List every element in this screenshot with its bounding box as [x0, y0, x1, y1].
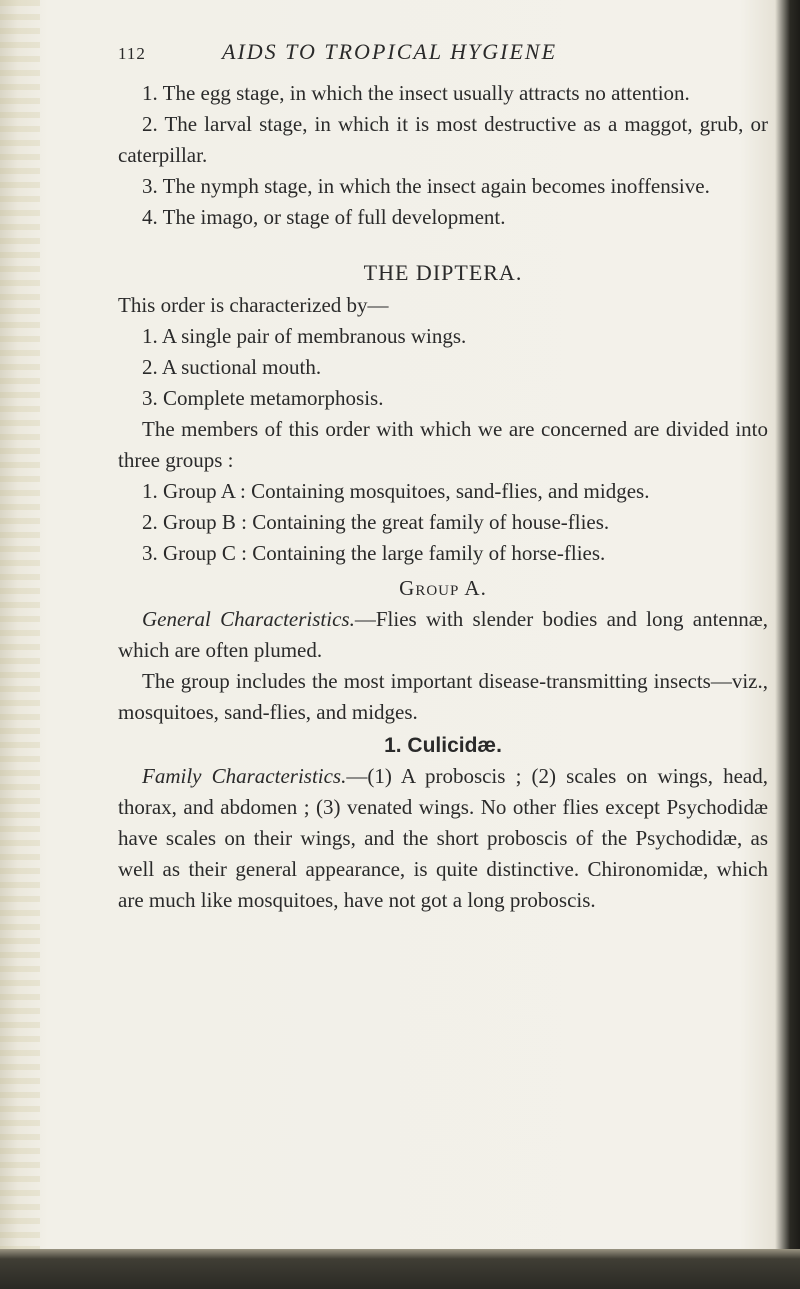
group-item: 3. Group C : Containing the large family of horse-flies.	[142, 541, 606, 565]
page-edge-stain	[0, 0, 40, 1250]
character-item: 1. A single pair of membranous wings.	[142, 324, 467, 348]
family-characteristics-label: Family Characteristics.	[142, 764, 347, 788]
family-characteristics-text: —(1) A proboscis ; (2) scales on wings, head, thorax, and abdomen ; (3) venated wings. No other flies except Psychodidæ have scales on their wings, and the short proboscis of the Psychodidæ, as well as their general appearance, is quite distinctive. Chironomidæ, which are much like mosquitoes, have not got a long proboscis.	[118, 764, 768, 912]
page-header	[118, 36, 768, 70]
character-item: 3. Complete metamorphosis.	[142, 386, 384, 410]
group-item: 2. Group B : Containing the great family of house-flies.	[142, 510, 610, 534]
culicidae-heading: 1. Culicidæ.	[384, 734, 502, 757]
culicidae-family	[118, 761, 768, 916]
general-characteristics-text: —Flies with slender bodies and long antennæ, which are often plumed.	[118, 607, 768, 662]
page-number: 112	[118, 44, 146, 63]
book-bottom-edge	[0, 1249, 800, 1289]
stage-item: 3. The nymph stage, in which the insect again becomes inoffensive.	[142, 174, 710, 198]
diptera-intro: This order is characterized by—	[118, 293, 389, 317]
stage-item: 4. The imago, or stage of full development.	[142, 205, 506, 229]
group-a-general	[118, 604, 768, 666]
stage-item: 1. The egg stage, in which the insect usually attracts no attention.	[142, 81, 690, 105]
group-item: 1. Group A : Containing mosquitoes, sand-flies, and midges.	[142, 479, 650, 503]
page-content	[118, 36, 768, 916]
stage-item: 2. The larval stage, in which it is most destructive as a maggot, grub, or caterpillar.	[118, 112, 768, 167]
general-characteristics-label: General Characteristics.	[142, 607, 355, 631]
group-a-includes: The group includes the most important disease-transmitting insects—viz., mosquitoes, sand-flies, and midges.	[118, 669, 768, 724]
running-title: AIDS TO TROPICAL HYGIENE	[222, 39, 558, 64]
section-heading-diptera: THE DIPTERA.	[363, 260, 523, 285]
group-a-heading: Group A.	[399, 576, 487, 600]
character-item: 2. A suctional mouth.	[142, 355, 322, 379]
groups-intro: The members of this order with which we are concerned are divided into three groups :	[118, 417, 768, 472]
